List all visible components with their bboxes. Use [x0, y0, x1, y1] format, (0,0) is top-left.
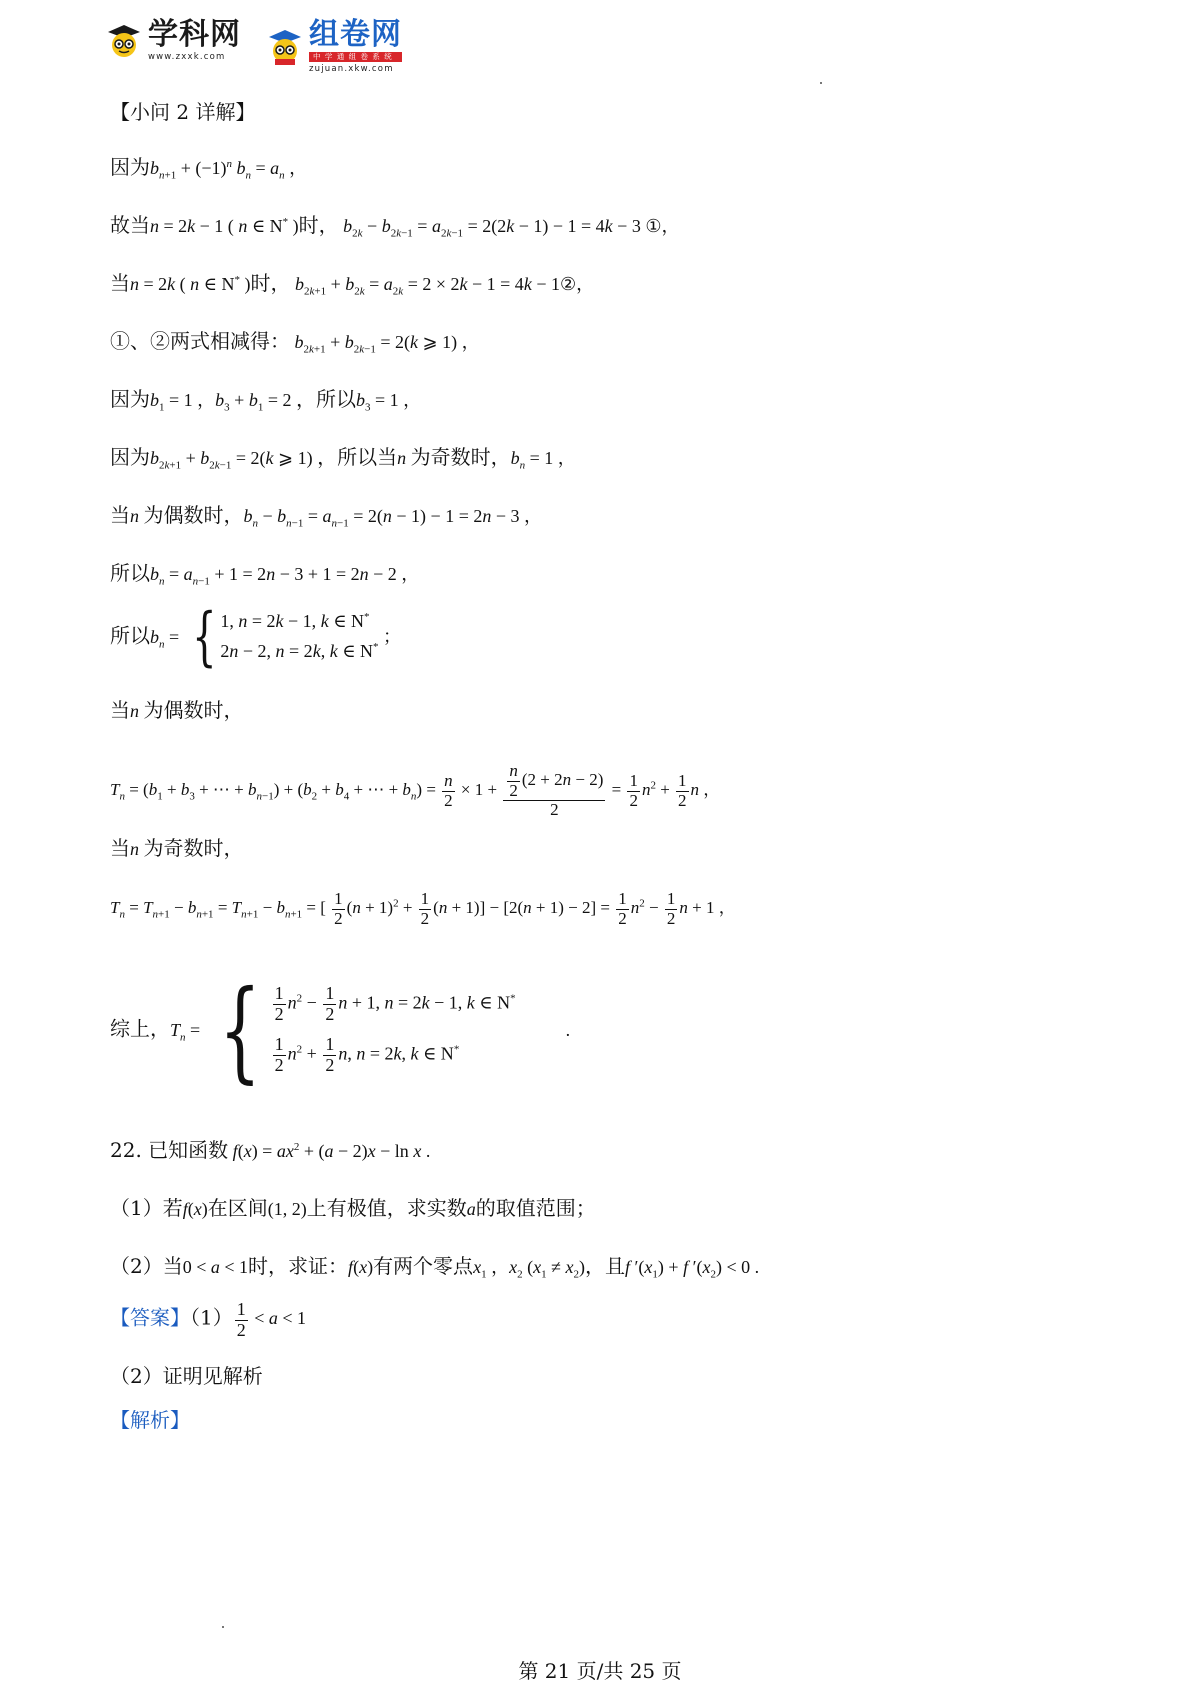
scan-dot	[222, 1626, 224, 1628]
line-text: 故当	[110, 213, 150, 237]
line-even-heading: 当n 为偶数时，	[110, 698, 244, 722]
zujuan-logo	[267, 17, 402, 74]
formula: $b_n - b_{n-1} = a_{n-1} = 2(n - 1) - 1 = 2n - 3$ ，	[243, 506, 543, 530]
line-text: 22. 已知函数	[110, 1138, 229, 1162]
formula: $b_{2k+1} + b_{2k} = a_{2k} = 2 \times 2k - 1 = 4k$ − 1②，	[294, 274, 595, 298]
formula: $b_n = 1$ ，	[510, 448, 576, 472]
answer-line-1	[110, 1300, 306, 1341]
line-recurrence	[110, 155, 307, 183]
formula: $b_{2k} - b_{2k-1} = a_{2k-1} = 2(2k - 1) - 1 = 4k - 3$ ①，	[343, 216, 680, 240]
line-tn-odd: $T_n = T_{n+1} - b_{n+1} = T_{n+1} - b_{n+1}$ = [ $\frac{1}{2}$ $(n + 1)^2$ + $\frac{1}{2}$ (n + 1)] − [2(n + 1) − 2] = $\frac{1}{2}$ $n^2$ − $\frac{1}{2}$ n + 1 ，	[110, 889, 736, 928]
page-number: 第 21 页/共 25 页	[518, 1659, 682, 1683]
line-bn-even	[110, 561, 419, 589]
answer-formula: $\frac{1}{2}$ < a < 1	[236, 1299, 307, 1340]
zxxk-logo-name: 学科网	[148, 17, 241, 52]
cases-formula: { 1, n = 2k − 1, k ∈ N* 2n − 2, n = 2k, k ∈ N*	[191, 600, 379, 674]
line-text: （2）证明见解析	[110, 1364, 263, 1388]
formula: $b_3 = 1$ ，	[355, 390, 422, 414]
line-text: 时，	[250, 271, 291, 295]
line-text: ，所以	[295, 387, 356, 411]
line-text: 时，	[298, 213, 339, 237]
subquestion-2-heading	[110, 100, 255, 124]
question-22-stem	[110, 1138, 430, 1163]
answer-tag: 【答案】	[110, 1305, 190, 1330]
line-text: 当	[110, 698, 130, 722]
question-22-part-2: （2）当0 < a < 1时，求证：f(x)有两个零点$x_1$ ，$x_2$ $(x_1 \ne x_2)$，且f $'(x_1) + f$ $'(x_2) < 0$ .	[110, 1254, 760, 1281]
line-odd-heading: 当n 为奇数时，	[110, 836, 244, 860]
summary-cases-formula: { $\frac{1}{2}$ $n^2$ − $\frac{1}{2}$ n + 1, n = 2k − 1, k ∈ N* $\frac{1}{2}$ $n^2$ + $\frac{1}{2}$ n, n = 2k, k ∈ N*	[218, 966, 516, 1094]
formula: $b_{2k+1} + b_{2k-1} = 2(k$ ⩾ 1) ，	[294, 332, 480, 356]
formula: $b_{2k+1} + b_{2k-1} = 2(k$ ⩾ 1)	[150, 448, 318, 472]
formula: $f(x) = ax^2 + (a - 2)x - \ln x$ .	[232, 1141, 431, 1161]
line-tn-summary: 综上，$T_n$ = { $\frac{1}{2}$ $n^2$ − $\frac{1}{2}$ n + 1, n = 2k − 1, k ∈ N* $\frac{1}{2}$ $n^2$ + $\frac{1}{2}$ n, n = 2k, k ∈ N* .	[110, 966, 571, 1094]
zujuan-logo-tagline: 中 学 通 组 卷 系 统	[309, 52, 402, 62]
line-odd-case	[110, 213, 679, 241]
line-text: 的取值范围；	[475, 1196, 596, 1220]
line-text: ①、②两式相减得：	[110, 329, 290, 353]
answer-line-2	[110, 1364, 263, 1388]
line-text: 当	[110, 836, 130, 860]
line-text: 上有极值，求实数	[306, 1196, 467, 1220]
line-text: 因为	[110, 445, 150, 469]
line-even-case	[110, 271, 594, 299]
formula: $b_n = a_{n-1} + 1 = 2n - 3 + 1 = 2n - 2$ ，	[150, 564, 420, 588]
line-text: （1）若	[110, 1196, 183, 1220]
analysis-tag: 【解析】	[110, 1408, 190, 1432]
line-text: ，且	[584, 1254, 625, 1278]
line-text: 时，求证：	[248, 1254, 349, 1278]
line-text: 为偶数时，	[143, 503, 244, 527]
line-odd-bn	[110, 445, 576, 473]
line-text: 综上，	[110, 1016, 170, 1041]
line-text: 所以	[110, 561, 150, 585]
formula: n = 2k − 1 ( n ∈ N* )	[150, 216, 299, 236]
line-b3	[110, 387, 421, 415]
line-text: 为奇数时，	[143, 836, 244, 860]
zxxk-logo-url: www.zxxk.com	[148, 52, 226, 62]
formula: n	[397, 448, 407, 468]
line-text: ，所以当	[317, 445, 398, 469]
header-logos	[106, 17, 402, 74]
formula: n	[130, 506, 139, 526]
line-text: 当	[110, 271, 130, 295]
formula: $b_{n+1} + (-1)^n$ $b_n = a_n$ ，	[150, 158, 308, 182]
line-even-bn	[110, 503, 542, 531]
formula: $b_1 = 1$ ，$b_3 + b_1 = 2$	[150, 390, 296, 414]
zxxk-mascot-icon	[106, 23, 142, 59]
heading-text: 【小问 2 详解】	[110, 100, 256, 124]
line-text: 因为	[110, 155, 150, 179]
line-text: 所以	[110, 623, 150, 648]
line-text: （1）	[190, 1305, 233, 1330]
line-subtract	[110, 329, 480, 357]
formula: n = 2k ( n ∈ N* )	[130, 274, 251, 294]
line-text: 为偶数时，	[143, 698, 244, 722]
line-tn-even: $T_n = (b_1 + b_3$ + ⋯ + $b_{n-1}) + (b_2 + b_4$ + ⋯ + $b_n$) = $\frac{n}{2}$ × 1 + $\frac{n}{2}$ (2 + 2n − 2) 2 = $\frac{1}{2}$ $n^2$ + $\frac{1}{2}$ n ，	[110, 761, 721, 820]
question-22-part-1: （1）若f(x)在区间(1, 2)上有极值，求实数a的取值范围；	[110, 1196, 596, 1220]
scan-dot	[820, 82, 822, 84]
line-text: 当	[110, 503, 130, 527]
line-text: （2）当	[110, 1254, 183, 1278]
line-text: 因为	[110, 387, 150, 411]
zujuan-logo-url: zujuan.xkw.com	[309, 63, 394, 74]
zxxk-logo	[106, 17, 241, 62]
line-text: 有两个零点	[373, 1254, 474, 1278]
line-bn-cases: 所以$b_n$ = { 1, n = 2k − 1, k ∈ N* 2n − 2, n = 2k, k ∈ N* ；	[110, 600, 402, 674]
formula: $b_n$ =	[150, 626, 184, 651]
zujuan-logo-name: 组卷网	[309, 17, 402, 52]
line-text: 在区间	[207, 1196, 268, 1220]
zujuan-mascot-icon	[267, 28, 303, 66]
analysis-heading	[110, 1408, 190, 1432]
line-text: 为奇数时，	[410, 445, 511, 469]
